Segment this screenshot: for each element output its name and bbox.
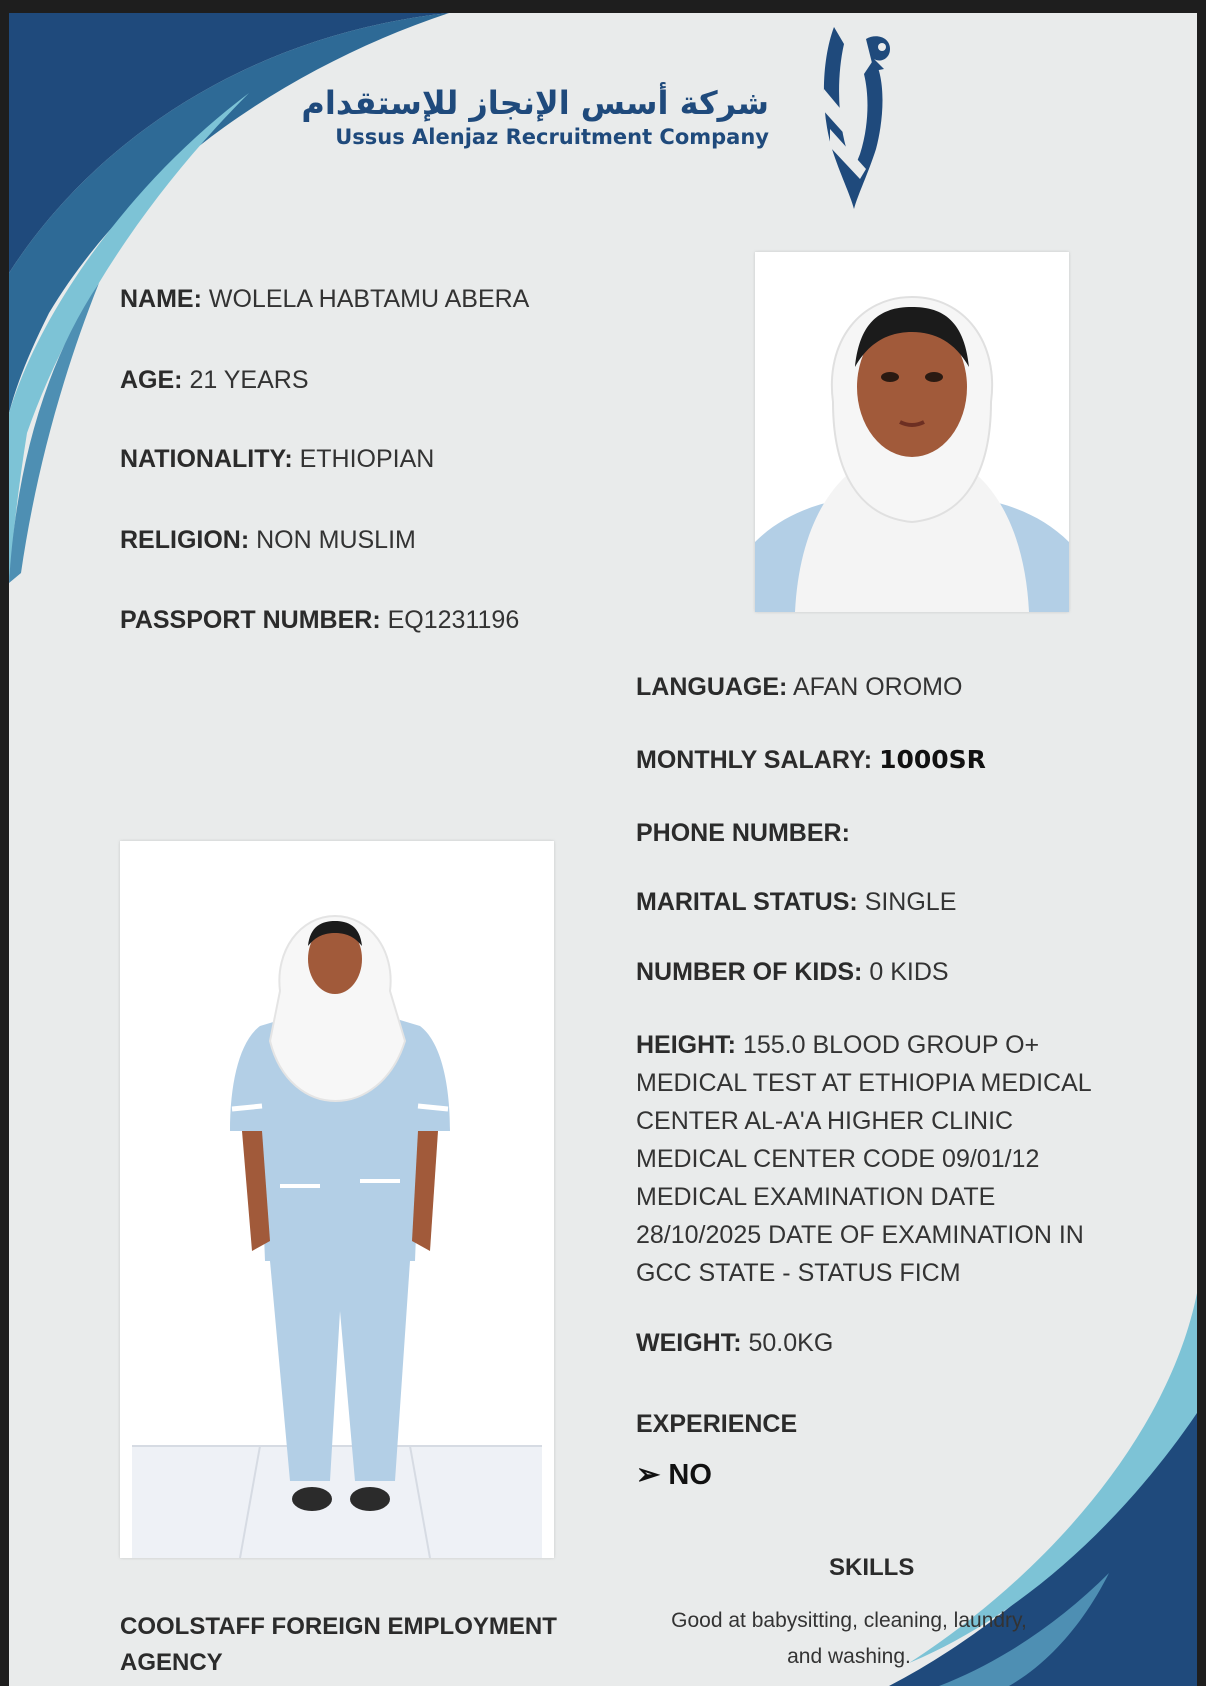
- full-body-image: [120, 841, 554, 1558]
- height-label: HEIGHT:: [636, 1031, 736, 1059]
- religion-row: [120, 525, 416, 555]
- height-medical-details: 155.0 BLOOD GROUP O+ MEDICAL TEST AT ETHIOPIA MEDICAL CENTER AL-A'A HIGHER CLINIC MEDICAL CENTER CODE 09/01/12 MEDICAL EXAMINATION DATE 28/10/2025 DATE OF EXAMINATION IN GCC STATE - STATUS FICM: [636, 1031, 1091, 1287]
- company-logo-icon: [804, 19, 904, 214]
- headshot-photo: [755, 252, 1069, 612]
- skills-text: Good at babysitting, cleaning, laundry, and washing.: [671, 1609, 1027, 1668]
- weight-row: [636, 1328, 833, 1358]
- marital-label: MARITAL STATUS:: [636, 888, 858, 916]
- experience-value: NO: [668, 1459, 712, 1491]
- passport-value: EQ1231196: [387, 606, 520, 634]
- skills-title: SKILLS: [829, 1554, 915, 1581]
- nationality-label: NATIONALITY:: [120, 445, 293, 473]
- cv-page: [9, 13, 1197, 1686]
- age-value: 21 YEARS: [189, 366, 309, 394]
- company-name-arabic: شركة أسس الإنجاز للإستقدام: [301, 84, 769, 122]
- passport-row: [120, 605, 519, 635]
- marital-row: [636, 887, 956, 917]
- headshot-image: [755, 252, 1069, 612]
- phone-label: PHONE NUMBER:: [636, 819, 850, 847]
- nationality-value: ETHIOPIAN: [299, 445, 435, 473]
- name-row: [120, 284, 529, 314]
- phone-row: [636, 818, 850, 848]
- kids-label: NUMBER OF KIDS:: [636, 958, 863, 986]
- salary-value: 1000SR: [879, 745, 986, 774]
- age-row: [120, 365, 309, 395]
- company-name-english: Ussus Alenjaz Recruitment Company: [335, 125, 769, 149]
- name-value: WOLELA HABTAMU ABERA: [208, 285, 530, 313]
- passport-label: PASSPORT NUMBER:: [120, 606, 381, 634]
- kids-row: [636, 957, 949, 987]
- arrow-bullet-icon: ➢: [636, 1459, 661, 1491]
- religion-label: RELIGION:: [120, 526, 250, 554]
- experience-row: [636, 1457, 712, 1492]
- weight-value: 50.0KG: [748, 1329, 834, 1357]
- salary-row: [636, 745, 986, 775]
- experience-title: EXPERIENCE: [636, 1410, 798, 1438]
- company-header: [301, 83, 769, 151]
- age-label: AGE:: [120, 366, 183, 394]
- weight-label: WEIGHT:: [636, 1329, 742, 1357]
- marital-value: SINGLE: [864, 888, 957, 916]
- agency-name: COOLSTAFF FOREIGN EMPLOYMENT AGENCY: [120, 1613, 557, 1676]
- language-value: AFAN OROMO: [792, 673, 963, 701]
- name-label: NAME:: [120, 285, 202, 313]
- salary-label: MONTHLY SALARY:: [636, 746, 873, 774]
- kids-value: 0 KIDS: [869, 958, 949, 986]
- height-medical-block: [636, 1026, 1116, 1292]
- language-label: LANGUAGE:: [636, 673, 788, 701]
- religion-value: NON MUSLIM: [256, 526, 416, 554]
- nationality-row: [120, 444, 434, 474]
- full-body-photo: [120, 841, 554, 1558]
- language-row: [636, 672, 962, 702]
